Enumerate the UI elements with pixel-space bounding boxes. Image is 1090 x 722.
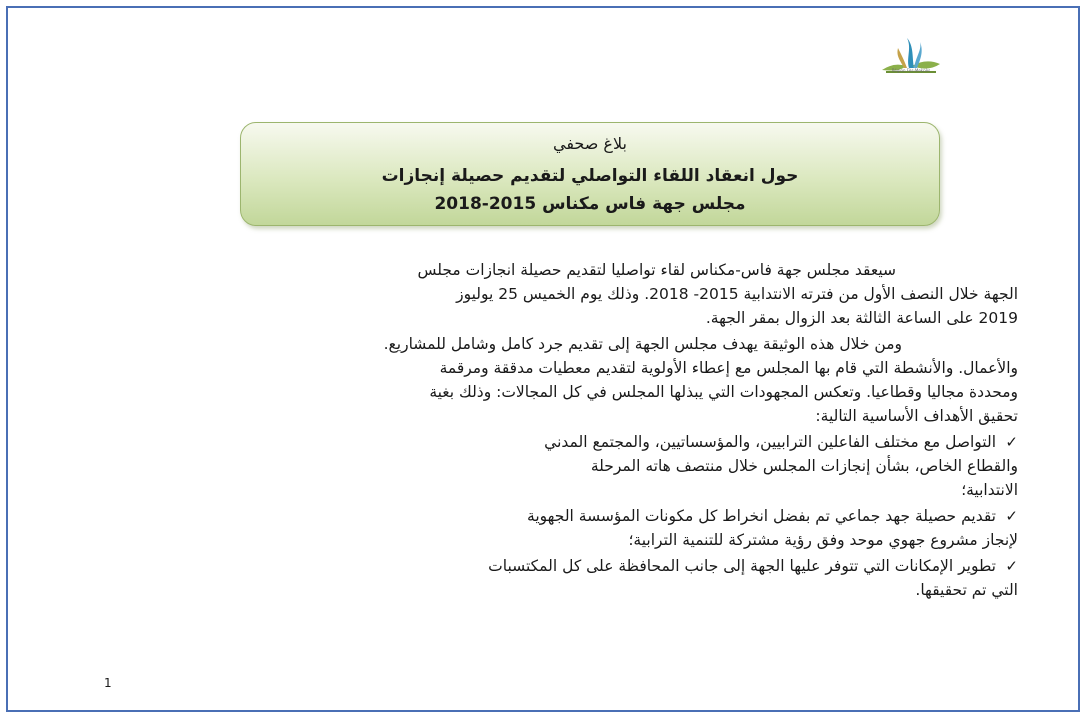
bullet-text: تطوير الإمكانات التي تتوفر عليها الجهة إلى جانب المحافظة على كل المكتسبات [488, 557, 996, 575]
region-logo [876, 32, 946, 84]
checkmark-icon: ✓ [1005, 507, 1018, 525]
press-release-label: بلاغ صحفي [553, 134, 627, 153]
paragraph-1-line-1: سيعقد مجلس جهة فاس-مكناس لقاء تواصليا لتقديم حصيلة انجازات مجلس [417, 261, 896, 279]
bullet-item [98, 554, 1018, 578]
checkmark-icon: ✓ [1005, 433, 1018, 451]
bullet-continuation: والقطاع الخاص، بشأن إنجازات المجلس خلال منتصف هاته المرحلة [590, 457, 1018, 475]
bullet-item [98, 430, 1018, 454]
paragraph-1-line-3: 2019 على الساعة الثالثة بعد الزوال بمقر الجهة. [705, 309, 1018, 327]
checkmark-icon: ✓ [1005, 557, 1018, 575]
paragraph-2-line-3: ومحددة مجاليا وقطاعيا. وتعكس المجهودات التي يبذلها المجلس في كل المجالات: وذلك بغية [429, 383, 1018, 401]
paragraph-2-line-4: تحقيق الأهداف الأساسية التالية: [815, 407, 1018, 425]
press-release-subtitle: مجلس جهة فاس مكناس 2015-2018 [434, 194, 746, 214]
logo-caption: Région Fès-Meknès [891, 68, 931, 73]
bullet-text: تقديم حصيلة جهد جماعي تم بفضل انخراط كل مكونات المؤسسة الجهوية [527, 507, 996, 525]
paragraph-1-line-2: الجهة خلال النصف الأول من فترته الانتدابية 2015- 2018. وذلك يوم الخميس 25 يوليوز [456, 285, 1018, 303]
bullet-text: التواصل مع مختلف الفاعلين الترابيين، والمؤسساتيين، والمجتمع المدني [544, 433, 996, 451]
bullet-continuation: الانتدابية؛ [961, 481, 1018, 499]
bullet-item [98, 504, 1018, 528]
paragraph-2-line-1: ومن خلال هذه الوثيقة يهدف مجلس الجهة إلى تقديم جرد كامل وشامل للمشاريع. [383, 335, 902, 353]
paragraph-2-line-2: والأعمال. والأنشطة التي قام بها المجلس مع إعطاء الأولوية لتقديم معطيات مدققة ومرقمة [439, 359, 1018, 377]
document-page [6, 6, 1080, 712]
bullet-continuation: التي تم تحقيقها. [915, 581, 1018, 599]
press-release-title: حول انعقاد اللقاء التواصلي لتقديم حصيلة إنجازات [381, 166, 799, 186]
bullet-continuation: لإنجاز مشروع جهوي موحد وفق رؤية مشتركة للتنمية الترابية؛ [628, 531, 1018, 549]
page-number: 1 [104, 676, 112, 690]
press-release-title-box [240, 122, 940, 226]
